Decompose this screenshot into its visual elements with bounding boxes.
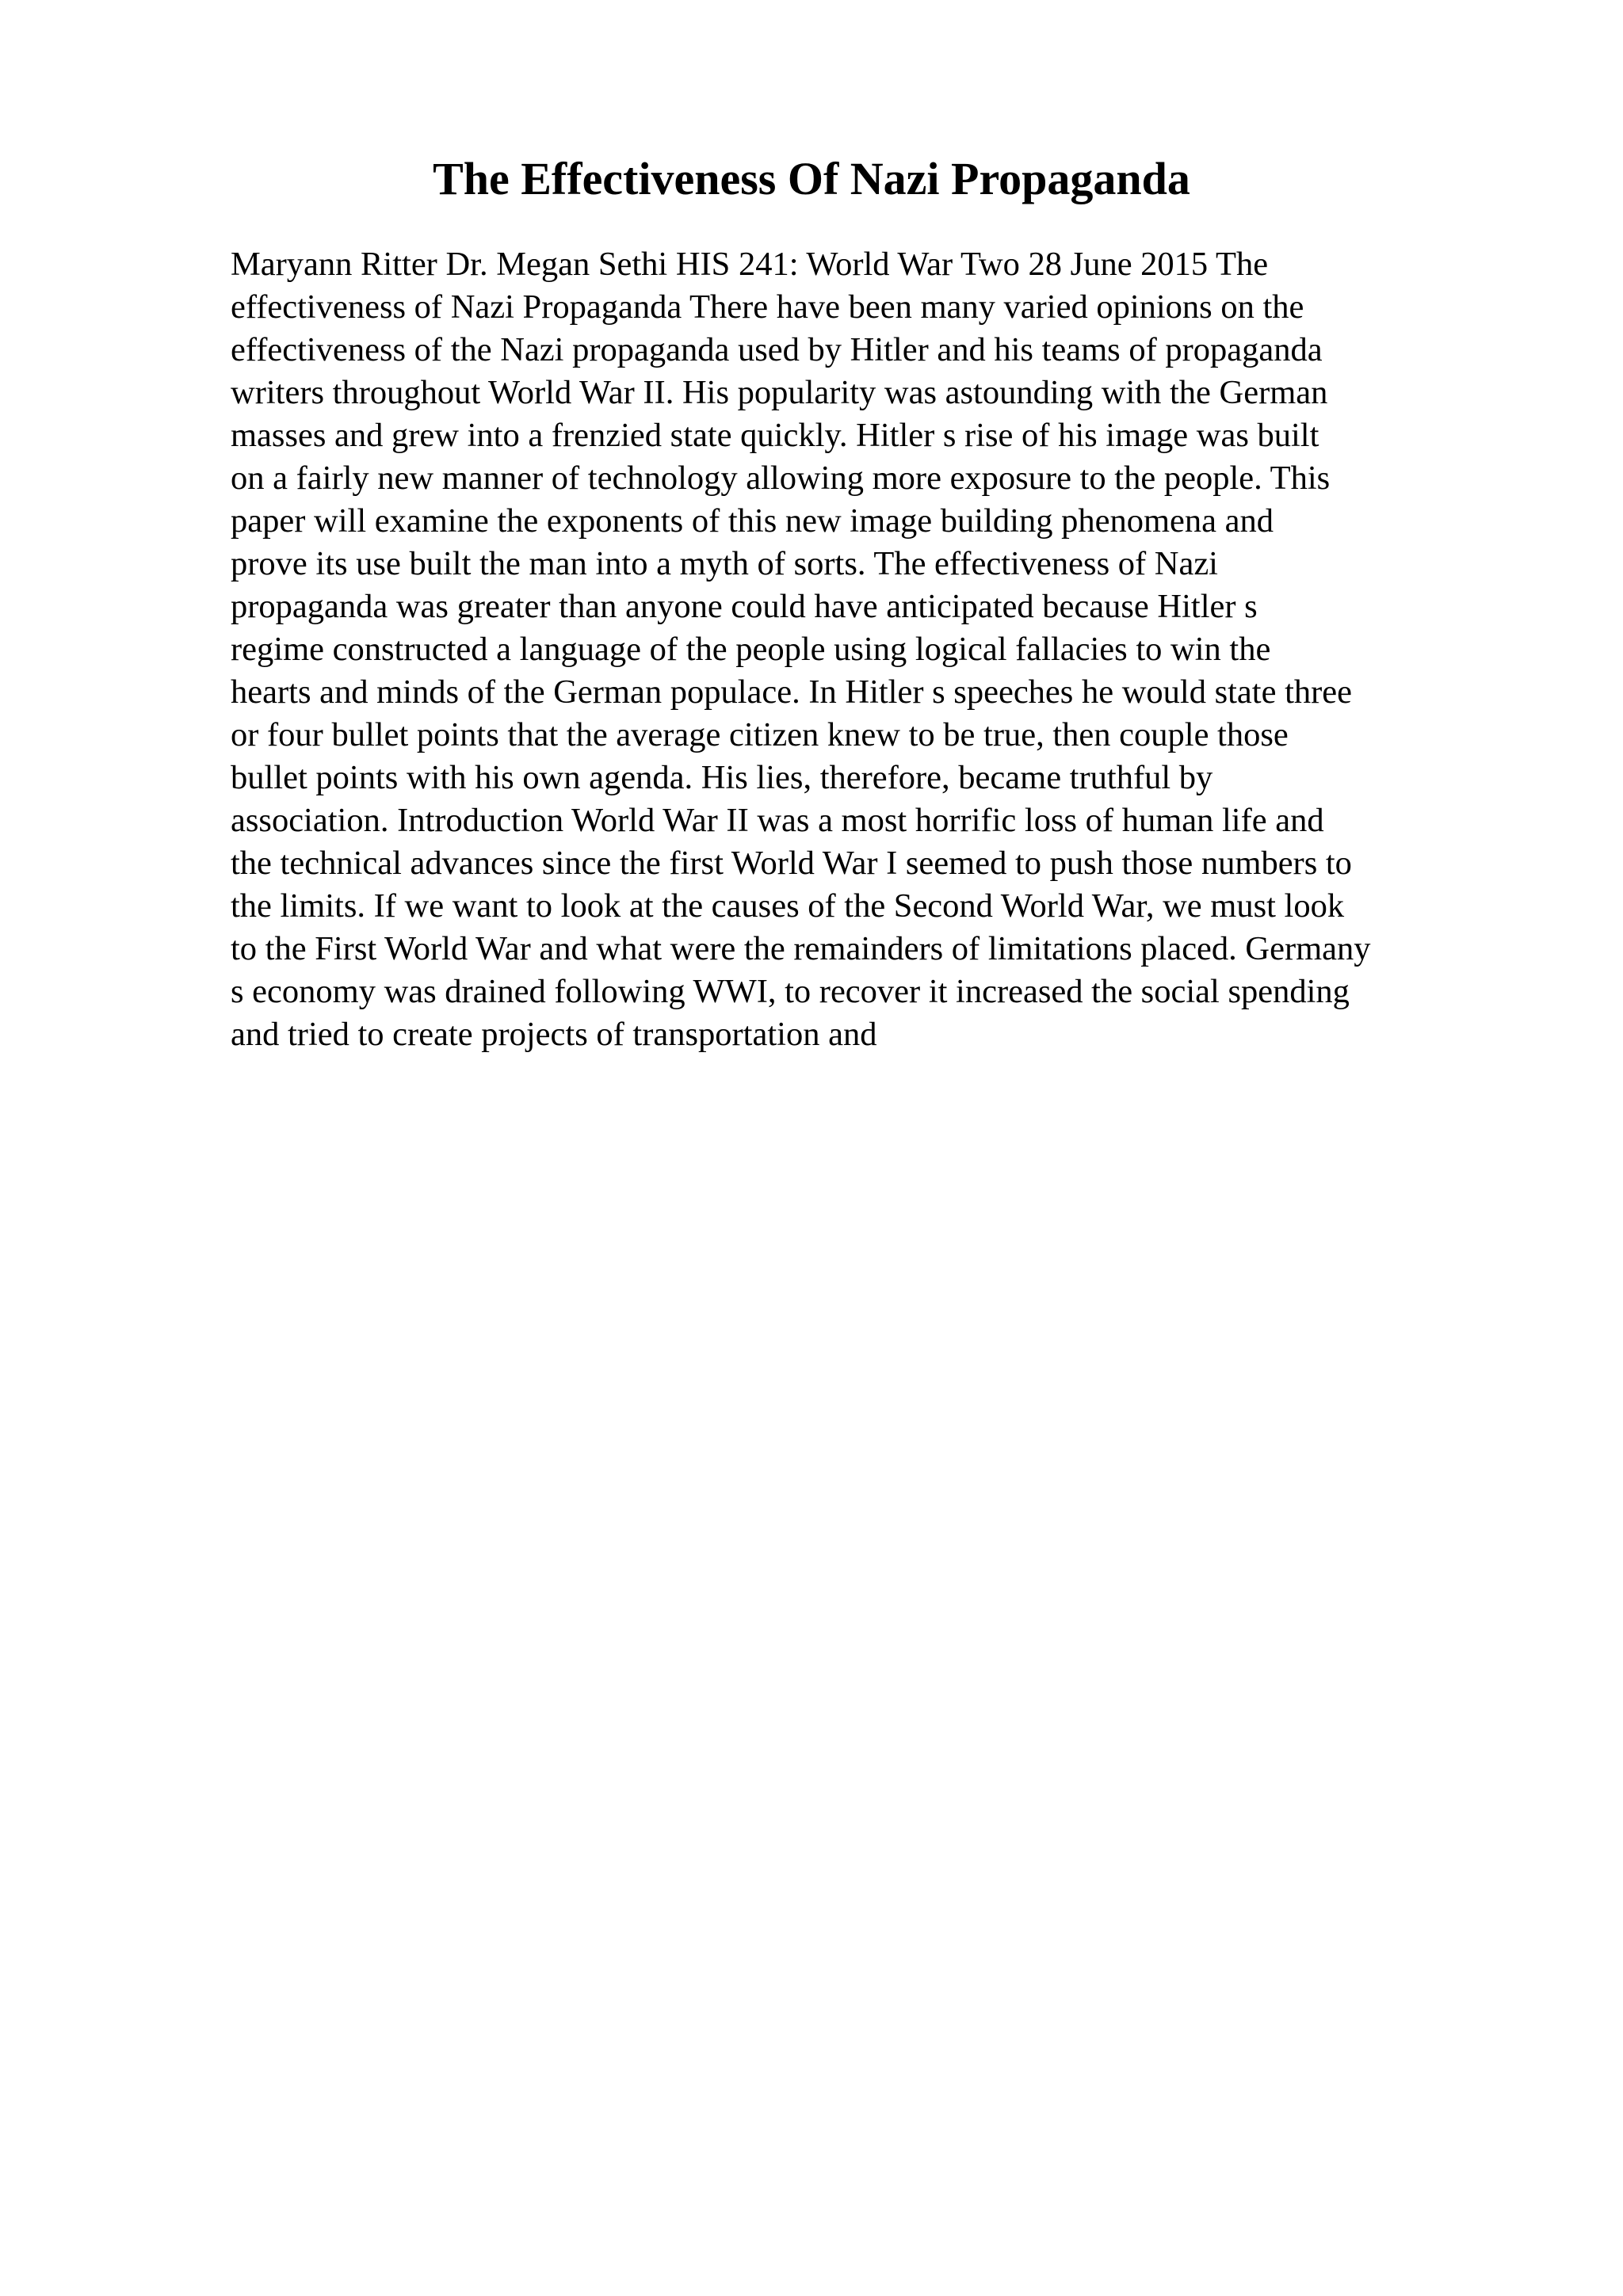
body-line: on a fairly new manner of technology allowing more exposure to the people. This	[231, 460, 1331, 497]
body-line: prove its use built the man into a myth of sorts. The effectiveness of Nazi	[231, 545, 1218, 582]
body-line: effectiveness of Nazi Propaganda There have been many varied opinions on the	[231, 288, 1304, 326]
body-line: effectiveness of the Nazi propaganda used by Hitler and his teams of propaganda	[231, 331, 1323, 368]
document-body	[231, 243, 1499, 1056]
body-line: Maryann Ritter Dr. Megan Sethi HIS 241: World War Two 28 June 2015 The	[231, 246, 1269, 283]
body-line: writers throughout World War II. His popularity was astounding with the German	[231, 374, 1328, 411]
body-line: the technical advances since the first World War I seemed to push those numbers to	[231, 845, 1352, 882]
body-line: masses and grew into a frenzied state quickly. Hitler s rise of his image was built	[231, 417, 1319, 454]
body-line: to the First World War and what were the remainders of limitations placed. Germany	[231, 930, 1371, 967]
body-line: s economy was drained following WWI, to recover it increased the social spending	[231, 973, 1350, 1010]
body-line: hearts and minds of the German populace. In Hitler s speeches he would state three	[231, 673, 1353, 711]
body-line: or four bullet points that the average citizen knew to be true, then couple those	[231, 716, 1289, 753]
body-line: and tried to create projects of transportation and	[231, 1016, 877, 1053]
document-title: The Effectiveness Of Nazi Propaganda	[433, 153, 1190, 204]
body-line: the limits. If we want to look at the causes of the Second World War, we must look	[231, 887, 1345, 925]
body-line: bullet points with his own agenda. His lies, therefore, became truthful by	[231, 759, 1213, 796]
body-line: association. Introduction World War II was a most horrific loss of human life and	[231, 802, 1324, 839]
body-line: regime constructed a language of the people using logical fallacies to win the	[231, 631, 1271, 668]
body-line: paper will examine the exponents of this new image building phenomena and	[231, 502, 1274, 540]
body-line: propaganda was greater than anyone could have anticipated because Hitler s	[231, 588, 1258, 625]
